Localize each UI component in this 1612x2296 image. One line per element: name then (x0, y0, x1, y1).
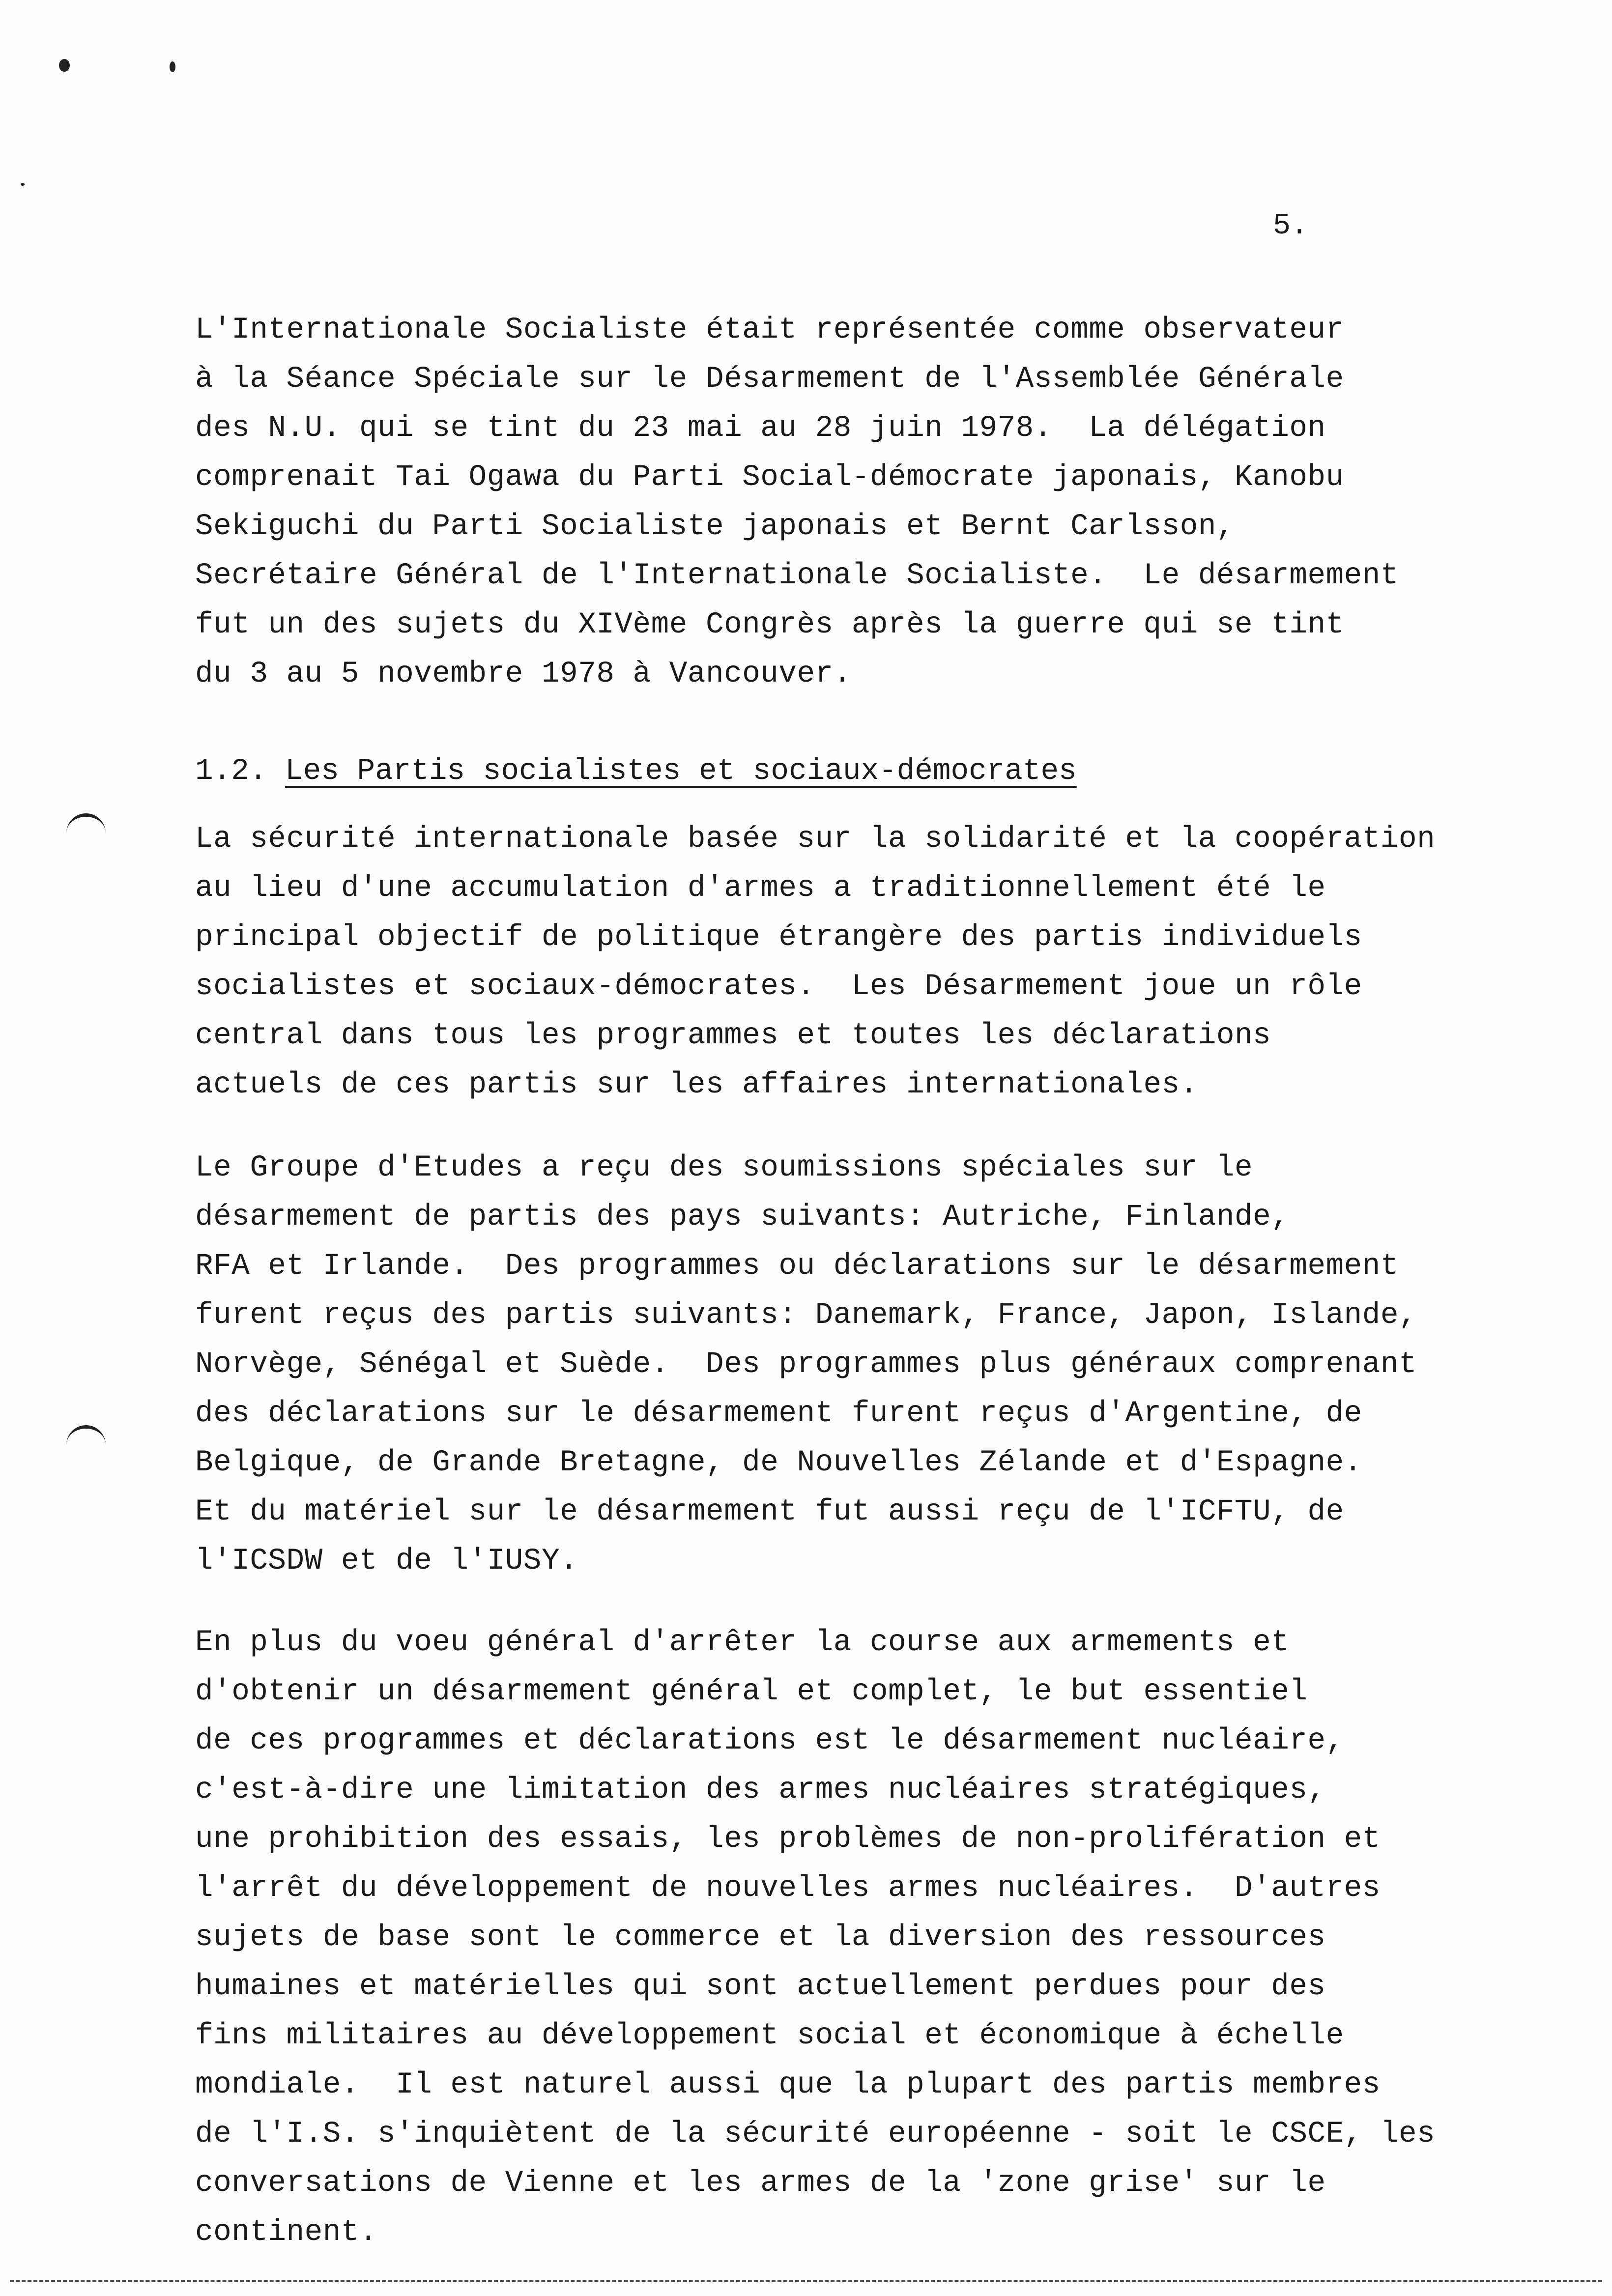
text-line: fins militaires au développement social et économique à échelle (195, 2019, 1344, 2053)
text-line: humaines et matérielles qui sont actuellement perdues pour des (195, 1970, 1326, 2004)
text-line: socialistes et sociaux-démocrates. Les Désarmement joue un rôle (195, 970, 1362, 1004)
section-heading (195, 747, 1077, 796)
text-line: d'obtenir un désarmement général et complet, le but essentiel (195, 1675, 1308, 1709)
scan-speck (21, 183, 25, 186)
text-line: désarmement de partis des pays suivants: Autriche, Finlande, (195, 1200, 1290, 1234)
section-paragraph (195, 815, 1571, 1110)
margin-mark (66, 813, 106, 836)
text-line: à la Séance Spéciale sur le Désarmement de l'Assemblée Générale (195, 362, 1344, 396)
scan-speck (59, 59, 70, 72)
section-paragraph (195, 1618, 1571, 2257)
text-line: principal objectif de politique étrangère des partis individuels (195, 920, 1362, 954)
text-line: c'est-à-dire une limitation des armes nucléaires stratégiques, (195, 1773, 1326, 1807)
text-line: de l'I.S. s'inquiètent de la sécurité européenne - soit le CSCE, les (195, 2117, 1436, 2151)
text-line: continent. (195, 2215, 378, 2249)
text-line: La sécurité internationale basée sur la solidarité et la coopération (195, 822, 1436, 856)
text-line: l'ICSDW et de l'IUSY. (195, 1544, 578, 1578)
text-line: une prohibition des essais, les problèmes de non-prolifération et (195, 1822, 1381, 1856)
text-line: RFA et Irlande. Des programmes ou déclarations sur le désarmement (195, 1249, 1399, 1283)
text-line: L'Internationale Socialiste était représentée comme observateur (195, 313, 1344, 347)
text-line: comprenait Tai Ogawa du Parti Social-démocrate japonais, Kanobu (195, 460, 1344, 494)
text-line: des déclarations sur le désarmement furent reçus d'Argentine, de (195, 1397, 1362, 1431)
text-line: Sekiguchi du Parti Socialiste japonais et Bernt Carlsson, (195, 510, 1235, 544)
text-line: Norvège, Sénégal et Suède. Des programmes plus généraux comprenant (195, 1348, 1417, 1381)
text-line: Belgique, de Grande Bretagne, de Nouvelles Zélande et d'Espagne. (195, 1446, 1362, 1480)
text-line: au lieu d'une accumulation d'armes a traditionnellement été le (195, 871, 1326, 905)
section-paragraph (195, 1144, 1571, 1586)
page-bottom-edge (10, 2280, 1602, 2282)
text-line: du 3 au 5 novembre 1978 à Vancouver. (195, 657, 852, 691)
intro-paragraph (195, 306, 1571, 699)
section-number: 1.2. (195, 754, 267, 788)
text-line: des N.U. qui se tint du 23 mai au 28 juin 1978. La délégation (195, 411, 1326, 445)
text-line: fut un des sujets du XIVème Congrès après la guerre qui se tint (195, 608, 1344, 642)
text-line: l'arrêt du développement de nouvelles armes nucléaires. D'autres (195, 1871, 1381, 1905)
margin-mark (66, 1425, 106, 1448)
text-line: En plus du voeu général d'arrêter la course aux armements et (195, 1626, 1290, 1660)
text-line: Secrétaire Général de l'Internationale Socialiste. Le désarmement (195, 559, 1399, 593)
text-line: mondiale. Il est naturel aussi que la plupart des partis membres (195, 2068, 1381, 2102)
section-title: Les Partis socialistes et sociaux-démocrates (285, 754, 1077, 788)
text-line: Et du matériel sur le désarmement fut aussi reçu de l'ICFTU, de (195, 1495, 1344, 1529)
scan-speck (170, 61, 175, 72)
text-line: Le Groupe d'Etudes a reçu des soumissions spéciales sur le (195, 1151, 1253, 1185)
text-line: central dans tous les programmes et toutes les déclarations (195, 1019, 1271, 1053)
text-line: actuels de ces partis sur les affaires internationales. (195, 1068, 1198, 1102)
page-number: 5. (1273, 209, 1309, 243)
text-line: sujets de base sont le commerce et la diversion des ressources (195, 1921, 1326, 1954)
text-line: furent reçus des partis suivants: Danemark, France, Japon, Islande, (195, 1298, 1417, 1332)
text-line: de ces programmes et déclarations est le désarmement nucléaire, (195, 1724, 1344, 1758)
text-line: conversations de Vienne et les armes de la 'zone grise' sur le (195, 2166, 1326, 2200)
